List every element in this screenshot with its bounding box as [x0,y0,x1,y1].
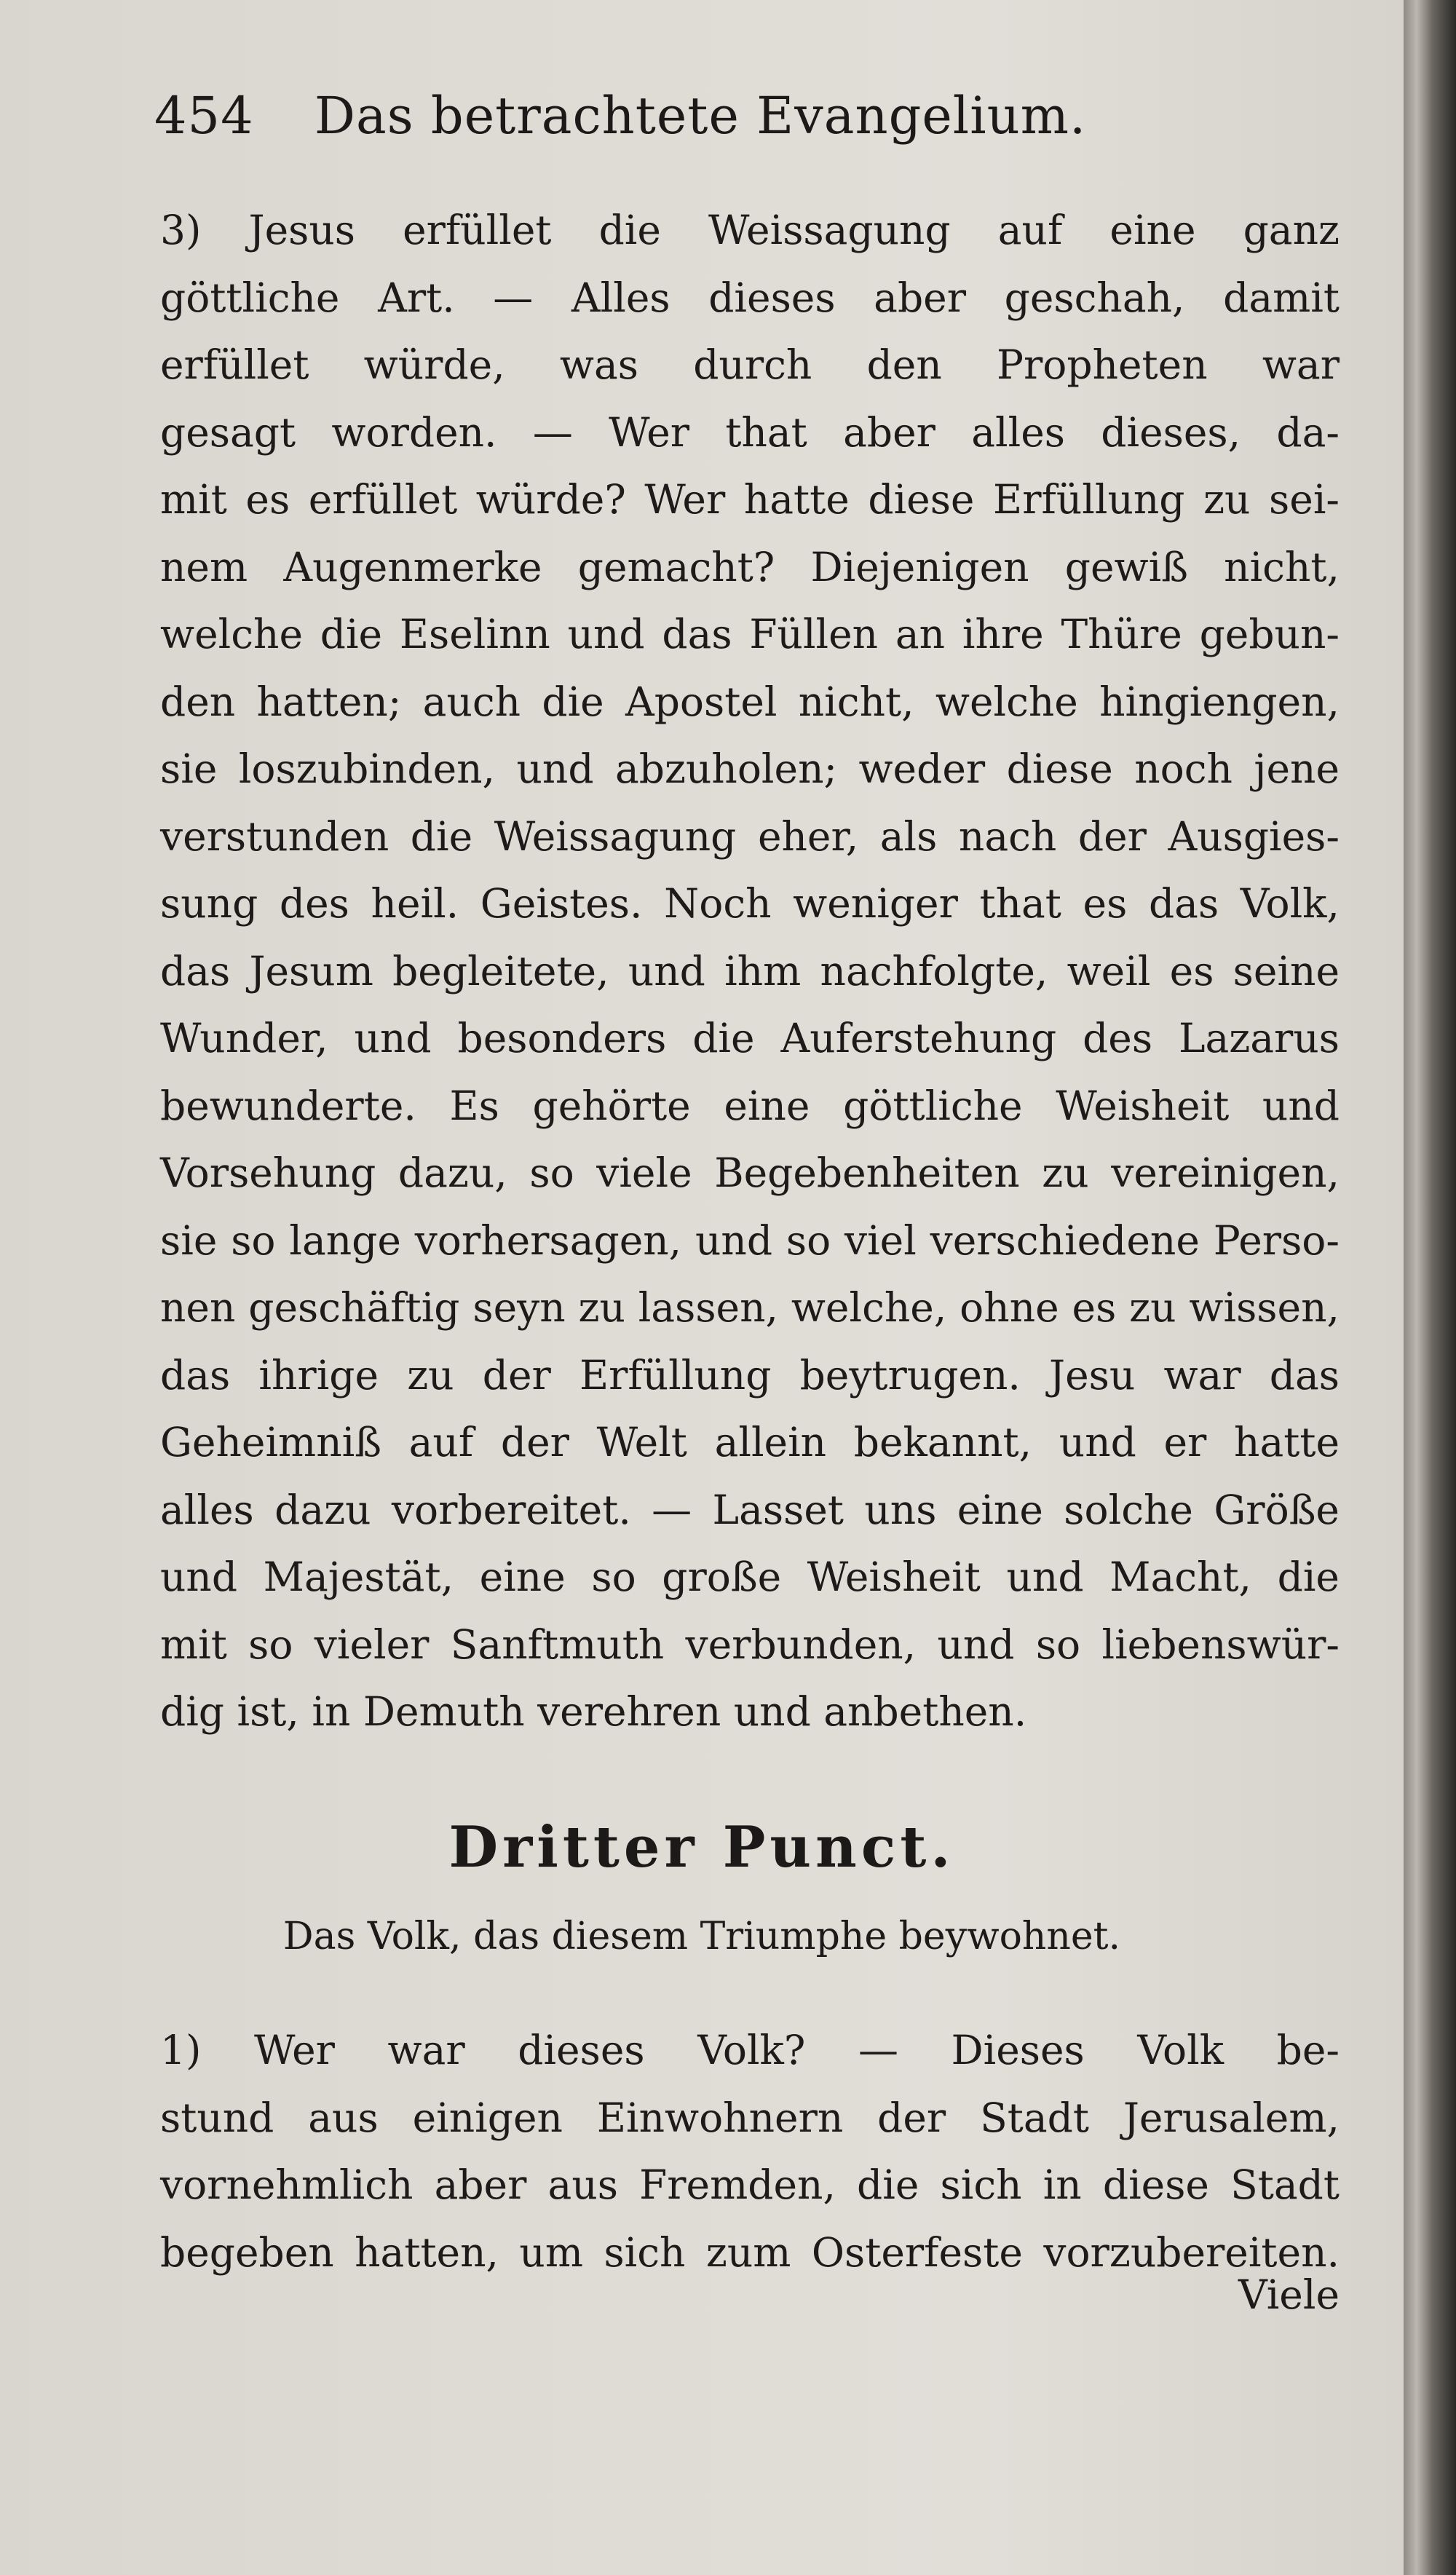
text-line: mit so vieler Sanftmuth verbunden, und so liebenswür- [160,1621,1340,1668]
text-line: begeben hatten, um sich zum Osterfeste vorzubereiten. [160,2228,1340,2276]
text-line: Vorsehung dazu, so viele Begebenheiten zu vereinigen, [160,1150,1340,1196]
text-line: alles dazu vorbereitet. — Lasset uns eine solche Größe [160,1486,1340,1533]
running-title: Das betrachtete Evangelium. [314,86,1087,146]
text-line: 3) Jesus erfüllet die Weissagung auf eine ganz [160,207,1340,253]
text-line: das Jesum begleitete, und ihm nachfolgte, weil es seine [160,947,1340,994]
page-number: 454 [154,86,254,146]
text-line: stund aus einigen Einwohnern der Stadt Jerusalem, [160,2094,1340,2141]
text-line: den hatten; auch die Apostel nicht, welche hingiengen, [160,678,1340,725]
text-line: mit es erfüllet würde? Wer hatte diese Erfüllung zu sei- [160,476,1340,523]
catchword: Viele [1238,2271,1340,2318]
text-line: dig ist, in Demuth verehren und anbethen. [160,1688,1027,1735]
text-line: 1) Wer war dieses Volk? — Dieses Volk be- [160,2027,1340,2073]
section-title: Dritter Punct. [448,1814,955,1880]
text-line: bewunderte. Es gehörte eine göttliche Weisheit und [160,1082,1340,1129]
text-line: erfüllet würde, was durch den Propheten war [160,341,1340,388]
page-edge [1404,0,1456,2575]
text-line: nen geschäftig seyn zu lassen, welche, ohne es zu wissen, [160,1284,1340,1331]
text-line: sie loszubinden, und abzuholen; weder diese noch jene [160,745,1340,792]
text-line: verstunden die Weissagung eher, als nach der Ausgies- [160,812,1340,860]
text-line: welche die Eselinn und das Füllen an ihre Thüre gebun- [160,611,1340,657]
text-line: nem Augenmerke gemacht? Diejenigen gewiß nicht, [160,543,1340,590]
text-line: sie so lange vorhersagen, und so viel verschiedene Perso- [160,1217,1340,1264]
paragraph-1 [160,197,1340,1746]
text-line: Geheimniß auf der Welt allein bekannt, und er hatte [160,1419,1340,1466]
paragraph-2 [160,2017,1340,2286]
text-line: und Majestät, eine so große Weisheit und Macht, die [160,1554,1340,1600]
text-line: das ihrige zu der Erfüllung beytrugen. Jesu war das [160,1351,1340,1399]
page-header [154,86,1363,166]
section-subtitle: Das Volk, das diesem Triumphe beywohnet. [282,1915,1121,1958]
text-line: Wunder, und besonders die Auferstehung des Lazarus [160,1015,1340,1061]
text-line: gesagt worden. — Wer that aber alles dieses, da- [160,408,1340,456]
text-line: vornehmlich aber aus Fremden, die sich in diese Stadt [160,2161,1340,2208]
text-line: göttliche Art. — Alles dieses aber geschah, damit [160,274,1340,321]
text-line: sung des heil. Geistes. Noch weniger that es das Volk, [160,880,1340,927]
